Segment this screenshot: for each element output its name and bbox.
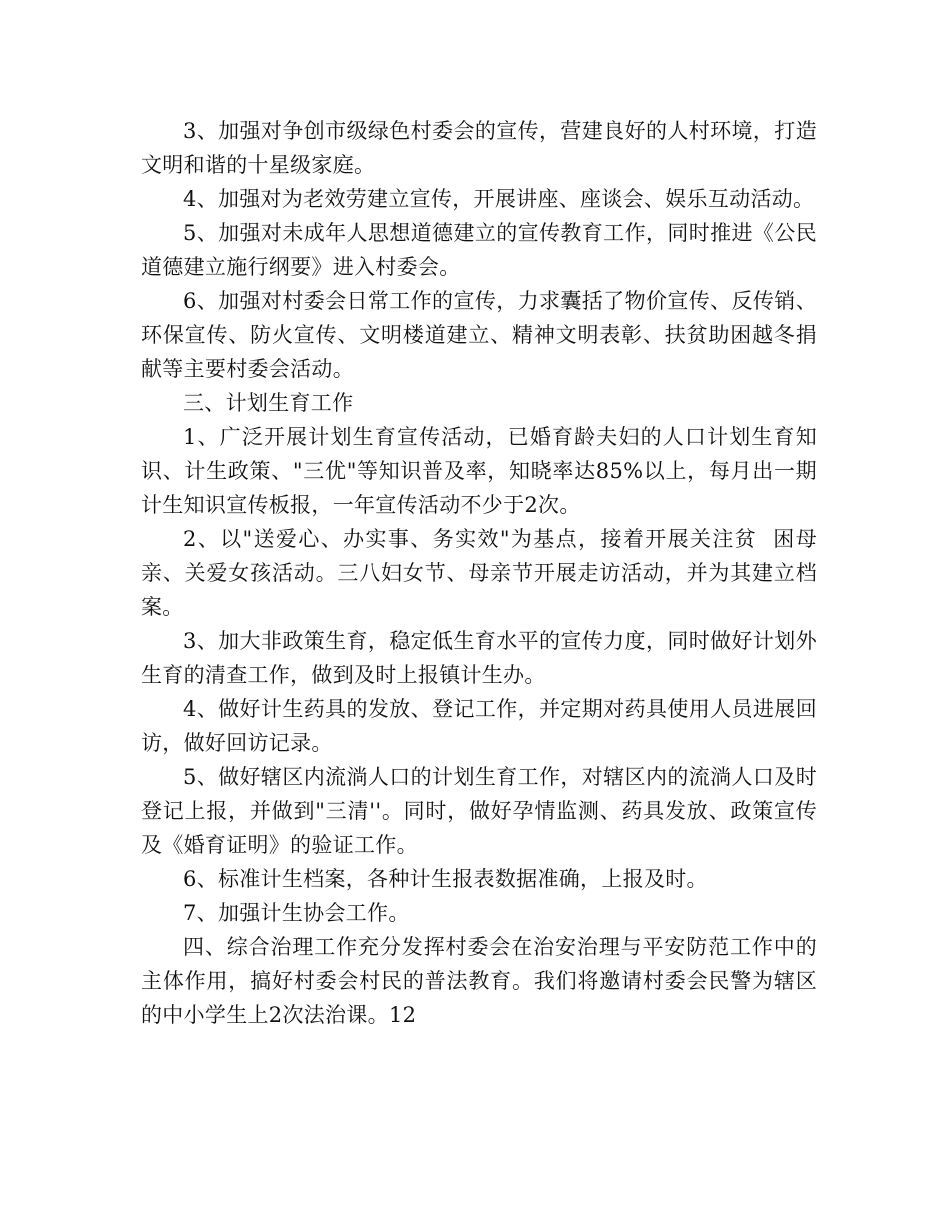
paragraph: 3、加大非政策生育，稳定低生育水平的宣传力度，同时做好计划外生育的清查工作，做到及时上报镇计生办。: [141, 629, 817, 687]
paragraph: 6、标准计生档案，各种计生报表数据准确，上报及时。: [183, 867, 708, 891]
paragraph: 5、做好辖区内流淌人口的计划生育工作，对辖区内的流淌人口及时登记上报，并做到"三清''。同时，做好孕情监测、药具发放、政策宣传及《婚育证明》的验证工作。: [141, 765, 817, 857]
paragraph: 2、以"送爱心、办实事、务实效"为基点，接着开展关注贫 困母亲、关爱女孩活动。三八妇女节、母亲节开展走访活动，并为其建立档案。: [141, 527, 817, 619]
paragraph: 4、做好计生药具的发放、登记工作，并定期对药具使用人员进展回访，做好回访记录。: [141, 697, 817, 755]
section-heading: 三、计划生育工作: [183, 391, 354, 415]
paragraph: 3、加强对争创市级绿色村委会的宣传，营建良好的人村环境，打造文明和谐的十星级家庭。: [141, 119, 817, 177]
paragraph: 6、加强对村委会日常工作的宣传，力求囊括了物价宣传、反传销、环保宣传、防火宣传、文明楼道建立、精神文明表彰、扶贫助困越冬捐献等主要村委会活动。: [141, 289, 817, 381]
paragraph: 4、加强对为老效劳建立宣传，开展讲座、座谈会、娱乐互动活动。: [183, 187, 815, 211]
paragraph: 7、加强计生协会工作。: [183, 901, 410, 925]
paragraph: 5、加强对未成年人思想道德建立的宣传教育工作，同时推进《公民道德建立施行纲要》进入村委会。: [141, 221, 817, 279]
section-paragraph: 四、综合治理工作充分发挥村委会在治安治理与平安防范工作中的主体作用，搞好村委会村民的普法教育。我们将邀请村委会民警为辖区的中小学生上2次法治课。12: [141, 935, 817, 1027]
paragraph: 1、广泛开展计划生育宣传活动，已婚育龄夫妇的人口计划生育知识、计生政策、"三优"等知识普及率，知晓率达85%以上，每月出一期计生知识宣传板报，一年宣传活动不少于2次。: [141, 425, 817, 517]
document-body: [141, 114, 817, 1032]
